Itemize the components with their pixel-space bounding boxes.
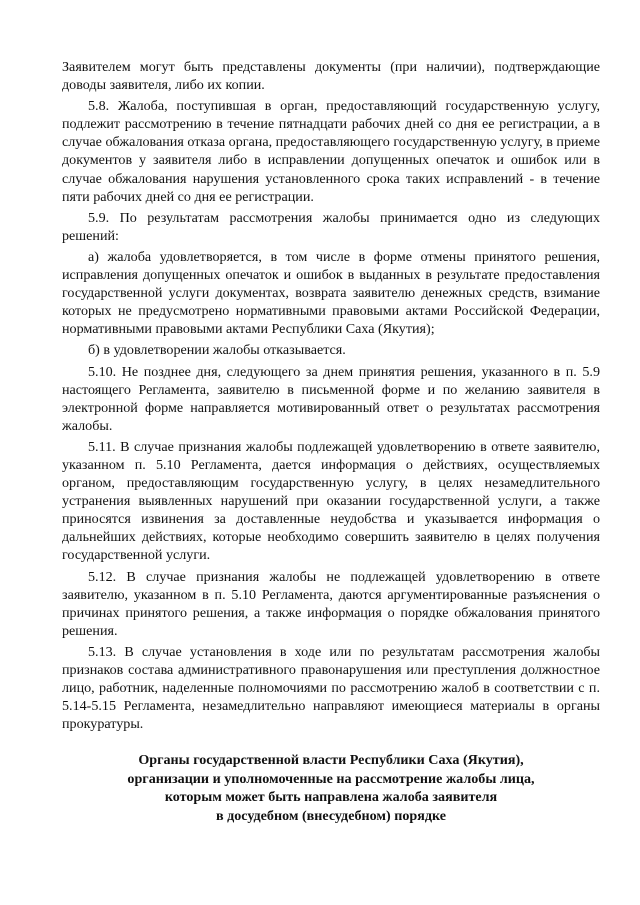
- paragraph-5-9: 5.9. По результатам рассмотрения жалобы принимается одно из следующих решений:: [62, 209, 600, 244]
- paragraph-5-13: 5.13. В случае установления в ходе или по результатам рассмотрения жалобы признаков состава административного правонарушения или преступления должностное лицо, работник, наделенные полномочиями по рассмотрению жалоб в соответствии с п. 5.14-5.15 Регламента, незамедлительно направляют имеющиеся материалы в органы прокуратуры.: [62, 643, 600, 733]
- paragraph-5-12: 5.12. В случае признания жалобы не подлежащей удовлетворению в ответе заявителю, указанном в п. 5.10 Регламента, даются аргументированные разъяснения о причинах принятого решения, а также информация о порядке обжалования принятого решения.: [62, 568, 600, 639]
- heading-line: в досудебном (внесудебном) порядке: [215, 807, 446, 824]
- paragraph-continuation: Заявителем могут быть представлены документы (при наличии), подтверждающие доводы заявителя, либо их копии.: [62, 59, 600, 94]
- heading-line: организации и уполномоченные на рассмотрение жалобы лица,: [127, 770, 535, 787]
- heading-line: которым может быть направлена жалоба заявителя: [164, 789, 498, 806]
- section-heading: [62, 751, 600, 825]
- paragraph-5-11: 5.11. В случае признания жалобы подлежащей удовлетворению в ответе заявителю, указанном п. 5.10 Регламента, дается информация о действиях, осуществляемых органом, предоставляющим государственную услугу, в целях незамедлительного устранения выявленных нарушений при оказании государственной услуги, а также приносятся извинения за доставленные неудобства и указывается информация о дальнейших действиях, которые необходимо совершить заявителю в целях получения государственной услуги.: [62, 438, 600, 564]
- paragraph-5-9-b: б) в удовлетворении жалобы отказывается.: [88, 342, 346, 359]
- paragraph-5-10: 5.10. Не позднее дня, следующего за днем принятия решения, указанного в п. 5.9 настоящего Регламента, заявителю в письменной форме и по желанию заявителя в электронной форме направляется мотивированный ответ о результатах рассмотрения жалобы.: [62, 363, 600, 434]
- heading-line: Органы государственной власти Республики Саха (Якутия),: [138, 752, 524, 769]
- paragraph-5-9-a: а) жалоба удовлетворяется, в том числе в форме отмены принятого решения, исправления допущенных опечаток и ошибок в выданных в результате предоставления государственной услуги документах, возврата заявителю денежных средств, взимание которых не предусмотрено нормативными правовыми актами Российской Федерации, нормативными правовыми актами Республики Саха (Якутия);: [62, 248, 600, 338]
- paragraph-5-8: 5.8. Жалоба, поступившая в орган, предоставляющий государственную услугу, подлежит рассмотрению в течение пятнадцати рабочих дней со дня ее регистрации, а в случае обжалования отказа органа, предоставляющего государственную услугу, в приеме документов у заявителя либо в исправлении допущенных опечаток и ошибок или в случае обжалования нарушения установленного срока таких исправлений - в течение пяти рабочих дней со дня ее регистрации.: [62, 98, 600, 205]
